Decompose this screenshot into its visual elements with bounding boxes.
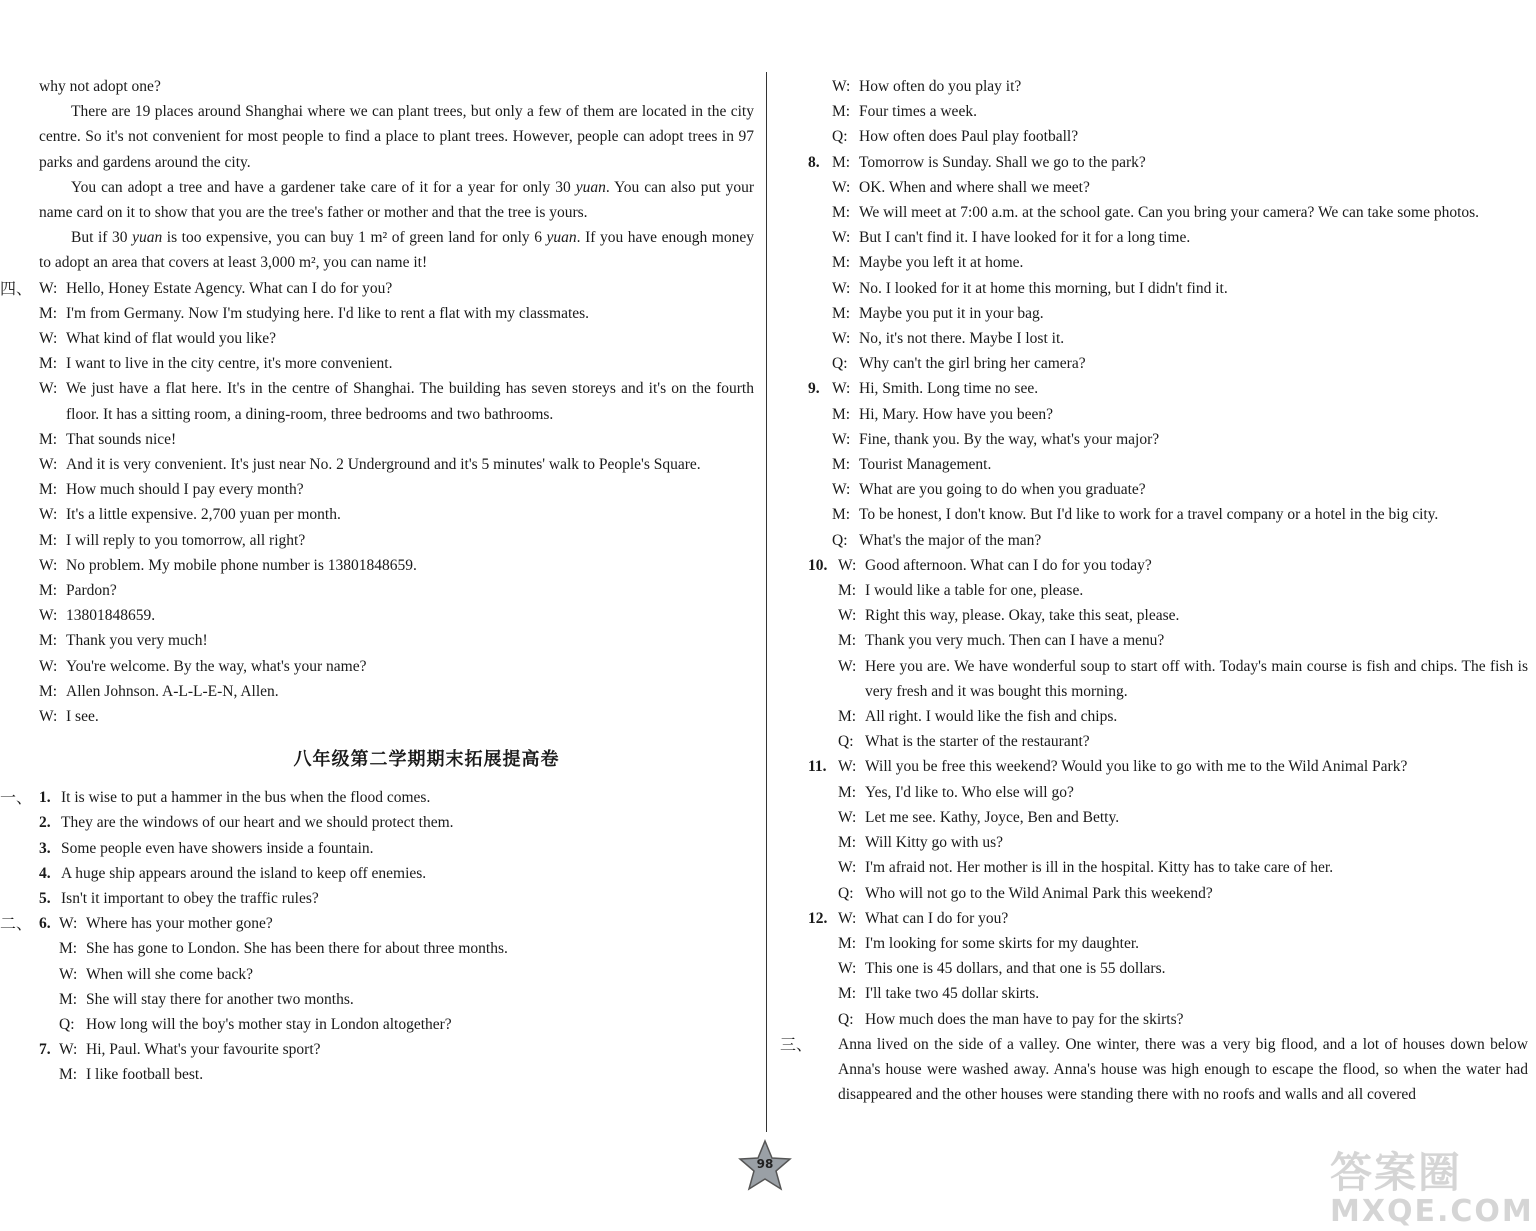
speaker-text: Good afternoon. What can I do for you today? [865, 556, 1152, 574]
speaker-label: M: [838, 708, 857, 726]
section-two [0, 911, 754, 1087]
dialog-line [39, 578, 754, 603]
para3-text-a: But if 30 [71, 229, 133, 247]
speaker-label: M: [59, 940, 78, 958]
speaker-label: M: [838, 632, 857, 650]
speaker-text: Yes, I'd like to. Who else will go? [865, 783, 1074, 801]
dialog-line [39, 276, 754, 301]
section-title: 八年级第二学期期末拓展提高卷 [293, 749, 560, 771]
dialog-line [838, 931, 1528, 956]
item-number: 5. [39, 890, 51, 908]
speaker-text: What can I do for you? [865, 909, 1009, 927]
speaker-text: No problem. My mobile phone number is 13801848659. [66, 556, 417, 574]
speaker-text: Tomorrow is Sunday. Shall we go to the park? [859, 153, 1146, 171]
speaker-label: M: [838, 834, 857, 852]
speaker-label: W: [838, 859, 857, 877]
dialog-line [59, 962, 754, 987]
speaker-text: Hi, Mary. How have you been? [859, 405, 1053, 423]
dialog-line [832, 351, 1528, 376]
speaker-text: How often do you play it? [859, 78, 1022, 95]
statement-item [39, 785, 754, 810]
speaker-label: M: [39, 304, 58, 322]
speaker-text: Thank you very much! [66, 632, 208, 650]
dialog-line [838, 603, 1528, 628]
speaker-text: I see. [66, 708, 99, 726]
dialog-line [838, 1007, 1528, 1032]
para2-text-a: You can adopt a tree and have a gardener take care of it for a year for only 30 [71, 178, 576, 196]
dialog-line [838, 654, 1528, 704]
speaker-text: It's a little expensive. 2,700 yuan per month. [66, 506, 341, 524]
dialog-line [39, 603, 754, 628]
speaker-text: Hi, Paul. What's your favourite sport? [86, 1041, 321, 1059]
speaker-label: M: [838, 783, 857, 801]
dialog-line [832, 528, 1528, 553]
speaker-label: Q: [832, 128, 848, 146]
speaker-text: Will Kitty go with us? [865, 834, 1004, 852]
item-text: It is wise to put a hammer in the bus when the flood comes. [61, 789, 431, 807]
speaker-label: Q: [832, 531, 848, 549]
para3-text-c: . If you have enough money to adopt an area that covers at least 3,000 m², you can name it! [39, 229, 754, 272]
dialog-line [832, 477, 1528, 502]
speaker-label: W: [39, 330, 58, 348]
dialog-line [832, 99, 1528, 124]
question-number: 10. [808, 556, 828, 574]
speaker-label: W: [832, 430, 851, 448]
section-one-label: 一、 [0, 790, 33, 808]
watermark [1330, 1140, 1534, 1230]
speaker-text: I would like a table for one, please. [865, 582, 1084, 600]
speaker-label: Q: [838, 733, 854, 751]
item-number: 2. [39, 814, 51, 832]
speaker-label: M: [832, 456, 851, 474]
dialog-line [832, 150, 1528, 175]
dialog-line [838, 780, 1528, 805]
para3-yuan-2: yuan [546, 229, 577, 247]
question-dialog [59, 911, 754, 1037]
speaker-text: Why can't the girl bring her camera? [859, 355, 1086, 373]
question-11 [808, 754, 1528, 905]
dialog-line [59, 987, 754, 1012]
speaker-text: I'm looking for some skirts for my daughter. [865, 934, 1140, 952]
section-one-items [39, 785, 754, 911]
speaker-text: You're welcome. By the way, what's your name? [66, 657, 367, 675]
dialog-line [59, 1037, 754, 1062]
speaker-label: M: [838, 934, 857, 952]
speaker-label: W: [838, 909, 857, 927]
speaker-text: That sounds nice! [66, 430, 177, 448]
statement-item [39, 810, 754, 835]
speaker-label: M: [832, 103, 851, 121]
speaker-text: Let me see. Kathy, Joyce, Ben and Betty. [865, 808, 1120, 826]
speaker-label: W: [832, 178, 851, 196]
dialog-line [832, 326, 1528, 351]
speaker-text: 13801848659. [66, 607, 156, 625]
speaker-label: W: [832, 279, 851, 297]
right-column [780, 74, 1528, 1107]
speaker-label: M: [39, 632, 58, 650]
question-dialog [838, 906, 1528, 1032]
item-number: 3. [39, 839, 51, 857]
speaker-text: How long will the boy's mother stay in London altogether? [86, 1016, 452, 1034]
speaker-text: What is the starter of the restaurant? [865, 733, 1090, 751]
dialog-line [39, 553, 754, 578]
speaker-label: Q: [838, 884, 854, 902]
dialog-line [832, 124, 1528, 149]
speaker-text: Who will not go to the Wild Animal Park this weekend? [865, 884, 1213, 902]
speaker-label: M: [39, 682, 58, 700]
speaker-text: I'm from Germany. Now I'm studying here. I'd like to rent a flat with my classmates. [66, 304, 590, 322]
speaker-label: M: [39, 481, 58, 499]
speaker-text: We just have a flat here. It's in the centre of Shanghai. The building has seven storeys and it's on the fourth floor. It has a sitting room, a dining-room, three bedrooms and two bathrooms. [66, 380, 754, 423]
item-number: 1. [39, 789, 51, 807]
question-dialog [832, 150, 1528, 377]
speaker-label: M: [838, 582, 857, 600]
item-text: A huge ship appears around the island to keep off enemies. [61, 864, 427, 882]
dialog-line [39, 427, 754, 452]
dialog-line [838, 729, 1528, 754]
dialog-line [838, 830, 1528, 855]
speaker-label: W: [59, 965, 78, 983]
speaker-text: How much does the man have to pay for the skirts? [865, 1010, 1184, 1028]
dialog-line [832, 276, 1528, 301]
speaker-text: What's the major of the man? [859, 531, 1042, 549]
dialog-line [39, 452, 754, 477]
speaker-label: M: [39, 582, 58, 600]
para3-text-b: is too expensive, you can buy 1 m² of green land for only 6 [162, 229, 547, 247]
speaker-text: Pardon? [66, 582, 117, 600]
dialog-line [59, 1062, 754, 1087]
statement-item [39, 836, 754, 861]
speaker-text: How often does Paul play football? [859, 128, 1079, 146]
speaker-label: W: [838, 556, 857, 574]
speaker-text: Right this way, please. Okay, take this seat, please. [865, 607, 1180, 625]
dialog-line [39, 376, 754, 426]
question-number: 7. [39, 1041, 51, 1059]
question-number: 6. [39, 915, 51, 933]
left-column [0, 74, 754, 1088]
speaker-text: I want to live in the city centre, it's more convenient. [66, 355, 393, 373]
dialog-line [838, 704, 1528, 729]
section-two-label: 二、 [0, 916, 33, 934]
question-number: 11. [808, 758, 827, 776]
speaker-label: W: [832, 229, 851, 247]
dialog-line [832, 250, 1528, 275]
speaker-label: W: [832, 78, 851, 95]
dialog-line [838, 805, 1528, 830]
item-text: Some people even have showers inside a fountain. [61, 839, 374, 857]
dialog-line [39, 628, 754, 653]
speaker-text: Hi, Smith. Long time no see. [859, 380, 1039, 398]
speaker-label: M: [832, 204, 851, 222]
speaker-label: W: [39, 506, 58, 524]
speaker-text: All right. I would like the fish and chips. [865, 708, 1118, 726]
paragraph-adopt-tree [39, 175, 754, 225]
section-three [780, 1032, 1528, 1108]
speaker-label: M: [838, 985, 857, 1003]
dialog-line [838, 754, 1528, 779]
dialog-line [832, 200, 1528, 225]
speaker-label: W: [838, 657, 857, 675]
item-text: They are the windows of our heart and we should protect them. [61, 814, 454, 832]
dialog-line [832, 74, 1528, 99]
dialog-line [832, 402, 1528, 427]
question-7-continued [808, 74, 1528, 150]
speaker-text: And it is very convenient. It's just near No. 2 Underground and it's 5 minutes' walk to People's Square. [66, 456, 701, 474]
speaker-label: W: [838, 808, 857, 826]
question-7 [39, 1037, 754, 1087]
question-number: 9. [808, 380, 820, 398]
speaker-text: Maybe you left it at home. [859, 254, 1024, 272]
speaker-label: Q: [59, 1016, 75, 1034]
speaker-text: To be honest, I don't know. But I'd like to work for a travel company or a hotel in the big city. [859, 506, 1439, 524]
dialog-line [59, 936, 754, 961]
speaker-text: We will meet at 7:00 a.m. at the school gate. Can you bring your camera? We can take some photos. [859, 204, 1480, 222]
dialog-line [39, 528, 754, 553]
speaker-text: How much should I pay every month? [66, 481, 304, 499]
para3-yuan: yuan [132, 229, 163, 247]
speaker-text: This one is 45 dollars, and that one is 55 dollars. [865, 960, 1166, 978]
dialog-line [838, 553, 1528, 578]
page-number: 98 [756, 1157, 774, 1171]
speaker-text: No. I looked for it at home this morning, but I didn't find it. [859, 279, 1228, 297]
dialog-line [39, 351, 754, 376]
speaker-text: Here you are. We have wonderful soup to start off with. Today's main course is fish and chips. The fish is very fresh and it was bought this morning. [865, 657, 1528, 700]
speaker-text: Thank you very much. Then can I have a menu? [865, 632, 1165, 650]
speaker-text: But I can't find it. I have looked for it for a long time. [859, 229, 1191, 247]
dialog-line [39, 679, 754, 704]
speaker-text: What kind of flat would you like? [66, 330, 277, 348]
speaker-label: W: [39, 456, 58, 474]
dialog-line [838, 906, 1528, 931]
dialog-line [39, 301, 754, 326]
speaker-label: M: [39, 430, 58, 448]
speaker-label: M: [832, 153, 851, 171]
speaker-label: M: [832, 304, 851, 322]
statement-item [39, 886, 754, 911]
speaker-text: Where has your mother gone? [86, 915, 273, 933]
item-number: 4. [39, 864, 51, 882]
paragraph-trees-places: There are 19 places around Shanghai where we can plant trees, but only a few of them are located in the city centre. So it's not convenient for most people to find a place to plant trees. However, people can adopt trees in 97 parks and gardens around the city. [39, 103, 754, 171]
dialog-line [832, 175, 1528, 200]
speaker-label: W: [59, 915, 78, 933]
speaker-label: W: [832, 330, 851, 348]
speaker-label: W: [838, 758, 857, 776]
para2-text-b: . You can also put your name card on it to show that you are the tree's father or mother and that the tree is yours. [39, 178, 754, 221]
para2-yuan: yuan [575, 178, 606, 196]
speaker-label: M: [59, 990, 78, 1008]
speaker-text: I'll take two 45 dollar skirts. [865, 985, 1040, 1003]
dialog-line [39, 502, 754, 527]
speaker-text: Tourist Management. [859, 456, 992, 474]
speaker-text: Hello, Honey Estate Agency. What can I do for you? [66, 279, 393, 297]
speaker-label: M: [39, 531, 58, 549]
dialog-line [838, 981, 1528, 1006]
dialog-line [832, 452, 1528, 477]
section-three-passage: Anna lived on the side of a valley. One winter, there was a very big flood, and a lot of houses down below Anna's house were washed away. Anna's house was high enough to escape the flood, so when the water had disappeared and the other houses were standing there with no roofs and walls and all covered [838, 1035, 1528, 1104]
dialog-line [39, 704, 754, 729]
item-text: Isn't it important to obey the traffic rules? [61, 890, 319, 908]
dialog-line [838, 578, 1528, 603]
section-four [0, 276, 754, 730]
speaker-label: W: [832, 481, 851, 499]
speaker-text: Will you be free this weekend? Would you like to go with me to the Wild Animal Park? [865, 758, 1408, 776]
question-dialog [838, 553, 1528, 755]
dialog-line [59, 911, 754, 936]
dialog-line [832, 376, 1528, 401]
question-9 [808, 376, 1528, 552]
question-10 [808, 553, 1528, 755]
dialog-line [838, 855, 1528, 880]
speaker-label: W: [39, 657, 58, 675]
dialog-line [838, 628, 1528, 653]
speaker-text: Fine, thank you. By the way, what's your major? [859, 430, 1160, 448]
speaker-text: What are you going to do when you graduate? [859, 481, 1146, 499]
section-four-label: 四、 [0, 280, 33, 298]
dialog-line [39, 654, 754, 679]
speaker-text: She will stay there for another two months. [86, 990, 354, 1008]
dialog-line [832, 502, 1528, 527]
dialog-line [39, 477, 754, 502]
speaker-text: Four times a week. [859, 103, 977, 121]
speaker-label: W: [838, 607, 857, 625]
question-dialog [832, 376, 1528, 552]
speaker-text: No, it's not there. Maybe I lost it. [859, 330, 1065, 348]
column-divider [766, 72, 767, 1132]
speaker-label: M: [832, 405, 851, 423]
speaker-label: W: [838, 960, 857, 978]
dialog-line [832, 301, 1528, 326]
speaker-label: W: [39, 380, 58, 398]
dialog-line [832, 225, 1528, 250]
dialog-line [59, 1012, 754, 1037]
speaker-text: She has gone to London. She has been there for about three months. [86, 940, 508, 958]
intro-line: why not adopt one? [39, 78, 161, 95]
speaker-text: Allen Johnson. A-L-L-E-N, Allen. [66, 682, 279, 700]
section-three-label: 三、 [780, 1036, 813, 1054]
speaker-text: I'm afraid not. Her mother is ill in the hospital. Kitty has to take care of her. [865, 859, 1334, 877]
dialog-line [838, 881, 1528, 906]
speaker-label: M: [832, 254, 851, 272]
speaker-label: Q: [838, 1010, 854, 1028]
speaker-label: W: [39, 279, 58, 297]
speaker-text: OK. When and where shall we meet? [859, 178, 1090, 196]
question-number: 12. [808, 909, 828, 927]
watermark-en: MXQE.COM [1330, 1194, 1534, 1229]
question-8 [808, 150, 1528, 377]
section-one [0, 785, 754, 911]
speaker-text: Maybe you put it in your bag. [859, 304, 1044, 322]
speaker-label: W: [832, 380, 851, 398]
watermark-cn: 答案圈 [1330, 1148, 1463, 1197]
speaker-label: M: [59, 1066, 78, 1084]
question-dialog [838, 754, 1528, 905]
dialog-line [838, 956, 1528, 981]
question-number: 8. [808, 153, 820, 171]
dialog-line [39, 326, 754, 351]
question-12 [808, 906, 1528, 1032]
speaker-text: When will she come back? [86, 965, 253, 983]
speaker-text: I will reply to you tomorrow, all right? [66, 531, 306, 549]
speaker-label: M: [832, 506, 851, 524]
speaker-label: W: [39, 607, 58, 625]
question-dialog [59, 1037, 754, 1087]
statement-item [39, 861, 754, 886]
dialog-four [39, 276, 754, 730]
speaker-label: W: [39, 708, 58, 726]
speaker-label: W: [39, 556, 58, 574]
speaker-label: Q: [832, 355, 848, 373]
section-two-questions [39, 911, 754, 1087]
speaker-label: W: [59, 1041, 78, 1059]
paragraph-green-land [39, 225, 754, 275]
dialog-line [832, 427, 1528, 452]
question-6 [39, 911, 754, 1037]
speaker-label: M: [39, 355, 58, 373]
speaker-text: I like football best. [86, 1066, 204, 1084]
